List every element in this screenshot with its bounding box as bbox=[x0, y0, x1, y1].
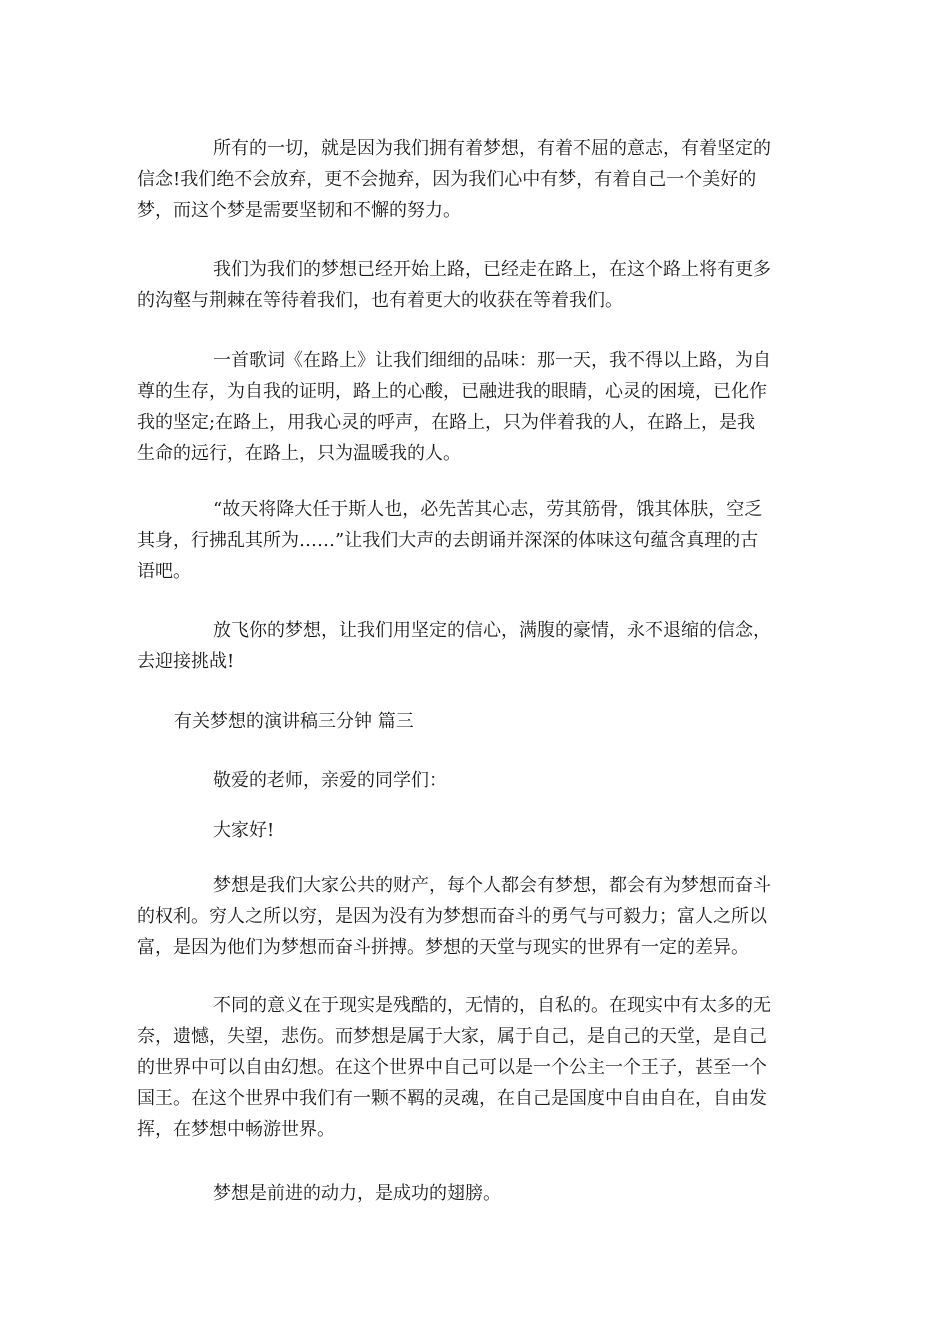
paragraph bbox=[137, 345, 813, 469]
paragraph bbox=[137, 494, 813, 587]
text-line: 其身，行拂乱其所为……”让我们大声的去朗诵并深深的体味这句蕴含真理的古 bbox=[137, 530, 759, 551]
text-line: 梦想是我们大家公共的财产，每个人都会有梦想，都会有为梦想而奋斗 bbox=[213, 875, 771, 896]
text-line: 所有的一切，就是因为我们拥有着梦想，有着不屈的意志，有着坚定的 bbox=[213, 138, 771, 159]
text-line: 语吧。 bbox=[137, 561, 191, 582]
closing-line: 梦想是前进的动力，是成功的翅膀。 bbox=[213, 1183, 501, 1204]
salutation: 敬爱的老师，亲爱的同学们： bbox=[213, 770, 447, 791]
text-line: 一首歌词《在路上》让我们细细的品味：那一天，我不得以上路，为自 bbox=[213, 350, 771, 371]
text-line: 国王。在这个世界中我们有一颗不羁的灵魂，在自己是国度中自由自在，自由发 bbox=[137, 1088, 767, 1109]
text-line: 信念!我们绝不会放弃，更不会抛弃，因为我们心中有梦，有着自己一个美好的 bbox=[137, 169, 757, 190]
text-line: 去迎接挑战! bbox=[137, 651, 235, 672]
text-line: 的沟壑与荆棘在等待着我们，也有着更大的收获在等着我们。 bbox=[137, 290, 623, 311]
text-line: 挥，在梦想中畅游世界。 bbox=[137, 1119, 335, 1140]
paragraph bbox=[137, 615, 813, 677]
paragraph bbox=[137, 990, 813, 1145]
text-line: 梦，而这个梦是需要坚韧和不懈的努力。 bbox=[137, 200, 461, 221]
text-line: “故天将降大任于斯人也，必先苦其心志，劳其筋骨，饿其体肤，空乏 bbox=[213, 499, 763, 520]
text-line: 我的坚定;在路上，用我心灵的呼声，在路上，只为伴着我的人，在路上，是我 bbox=[137, 412, 756, 433]
text-line: 尊的生存，为自我的证明，路上的心酸，已融进我的眼睛，心灵的困境，已化作 bbox=[137, 381, 767, 402]
paragraph bbox=[137, 254, 813, 316]
text-line: 不同的意义在于现实是残酷的，无情的，自私的。在现实中有太多的无 bbox=[213, 995, 771, 1016]
text-line: 我们为我们的梦想已经开始上路，已经走在路上，在这个路上将有更多 bbox=[213, 259, 771, 280]
text-line: 富，是因为他们为梦想而奋斗拼搏。梦想的天堂与现实的世界有一定的差异。 bbox=[137, 937, 749, 958]
text-line: 奈，遗憾，失望，悲伤。而梦想是属于大家，属于自己，是自己的天堂，是自己 bbox=[137, 1026, 767, 1047]
paragraph bbox=[137, 133, 813, 226]
text-line: 生命的远行，在路上，只为温暖我的人。 bbox=[137, 443, 461, 464]
greeting: 大家好! bbox=[213, 820, 275, 841]
paragraph bbox=[137, 870, 813, 963]
section-title: 有关梦想的演讲稿三分钟 篇三 bbox=[174, 711, 414, 732]
text-line: 的权利。穷人之所以穷，是因为没有为梦想而奋斗的勇气与可毅力；富人之所以 bbox=[137, 906, 767, 927]
text-line: 的世界中可以自由幻想。在这个世界中自己可以是一个公主一个王子，甚至一个 bbox=[137, 1057, 767, 1078]
text-line: 放飞你的梦想，让我们用坚定的信心，满腹的豪情，永不退缩的信念， bbox=[213, 620, 771, 641]
